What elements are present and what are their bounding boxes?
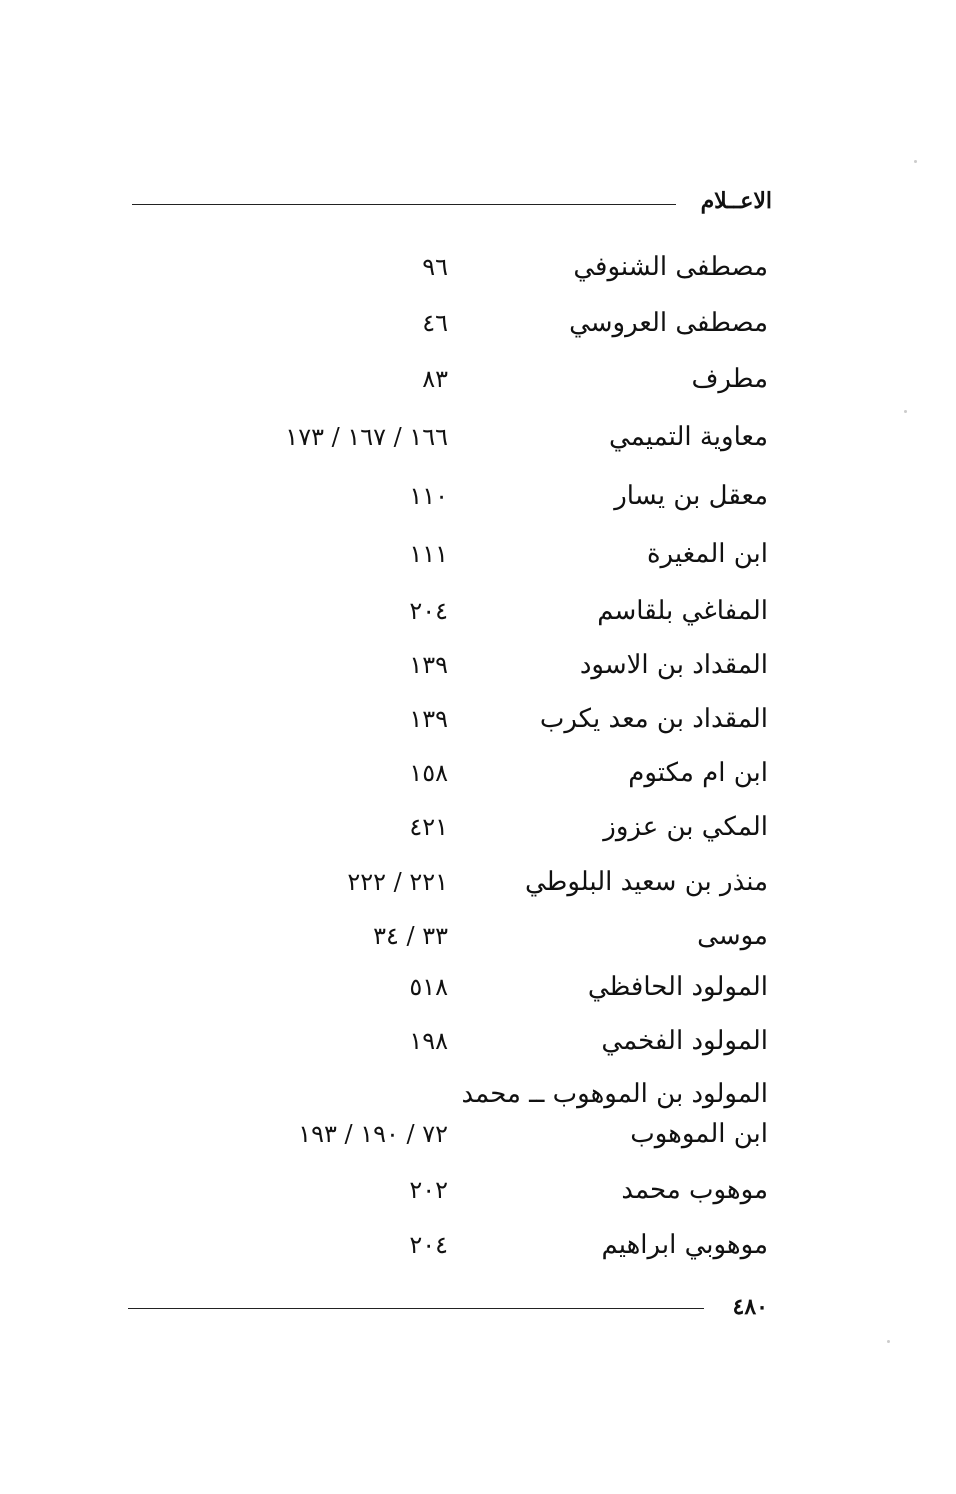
index-entry (0, 1170, 956, 1210)
entry-pages: ٩٦ (422, 253, 448, 281)
entry-pages: ١٥٨ (409, 759, 448, 787)
section-title: الاعــلام (700, 188, 772, 214)
entry-pages: ٨٣ (422, 365, 448, 393)
entry-name: مصطفى العروسي (569, 308, 768, 338)
index-entry (0, 699, 956, 739)
entry-pages: ٢٢١ / ٢٢٢ (347, 868, 448, 896)
scan-speck (904, 410, 907, 413)
index-entry (0, 1074, 956, 1154)
entry-name: معقل بن يسار (614, 481, 768, 511)
index-entry (0, 862, 956, 902)
entry-name: موهوبي ابراهيم (601, 1230, 768, 1260)
index-entry (0, 476, 956, 516)
page-header (132, 184, 772, 218)
page-number: ٤٨٠ (732, 1294, 768, 1320)
entry-pages: ٤٦ (422, 309, 448, 337)
entry-pages: ٢٠٤ (409, 1231, 448, 1259)
index-entry (0, 645, 956, 685)
index-entry (0, 247, 956, 287)
entry-name: المولود بن الموهوب ــ محمد (461, 1079, 768, 1109)
entry-name: معاوية التميمي (609, 422, 768, 452)
entry-pages: ١١١ (409, 540, 448, 568)
page-footer (128, 1290, 768, 1324)
entry-pages: ٧٢ / ١٩٠ / ١٩٣ (298, 1120, 448, 1148)
entry-name-continuation: ابن الموهوب (630, 1119, 768, 1149)
index-entry (0, 1021, 956, 1061)
entry-name: المولود الحافظي (587, 972, 768, 1002)
entry-name: المفاغي بلقاسم (597, 596, 768, 626)
entry-pages: ٤٢١ (409, 813, 448, 841)
entry-pages: ٢٠٢ (409, 1176, 448, 1204)
footer-rule (128, 1308, 704, 1309)
entry-pages: ١٣٩ (409, 651, 448, 679)
entry-name: ابن المغيرة (646, 539, 768, 569)
index-entry (0, 1225, 956, 1265)
header-rule (132, 204, 676, 205)
index-entry (0, 534, 956, 574)
entry-pages: ٢٠٤ (409, 597, 448, 625)
index-entry (0, 303, 956, 343)
entry-name: المقداد بن الاسود (579, 650, 768, 680)
scan-speck (914, 160, 917, 163)
entry-name: المولود الفخمي (601, 1026, 768, 1056)
entry-pages: ١٩٨ (409, 1027, 448, 1055)
index-entry (0, 916, 956, 956)
index-entry (0, 967, 956, 1007)
entry-pages: ١١٠ (409, 482, 448, 510)
scan-speck (887, 1340, 890, 1343)
entry-name: موهوب محمد (621, 1175, 768, 1205)
entry-name: موسى (697, 921, 768, 951)
index-entry (0, 591, 956, 631)
entry-name: مصطفى الشنوفي (573, 252, 768, 282)
index-entry (0, 753, 956, 793)
entry-pages: ٣٣ / ٣٤ (373, 922, 448, 950)
entry-name: المقداد بن معد يكرب (539, 704, 768, 734)
index-entry (0, 807, 956, 847)
entry-pages: ١٦٦ / ١٦٧ / ١٧٣ (285, 423, 448, 451)
entry-pages: ٥١٨ (409, 973, 448, 1001)
index-entry (0, 417, 956, 457)
entry-name: ابن ام مكتوم (628, 758, 768, 788)
entry-pages: ١٣٩ (409, 705, 448, 733)
entry-name: مطرف (691, 364, 768, 394)
entry-name: المكي بن عزوز (603, 812, 768, 842)
index-entry (0, 359, 956, 399)
entry-name: منذر بن سعيد البلوطي (524, 867, 768, 897)
